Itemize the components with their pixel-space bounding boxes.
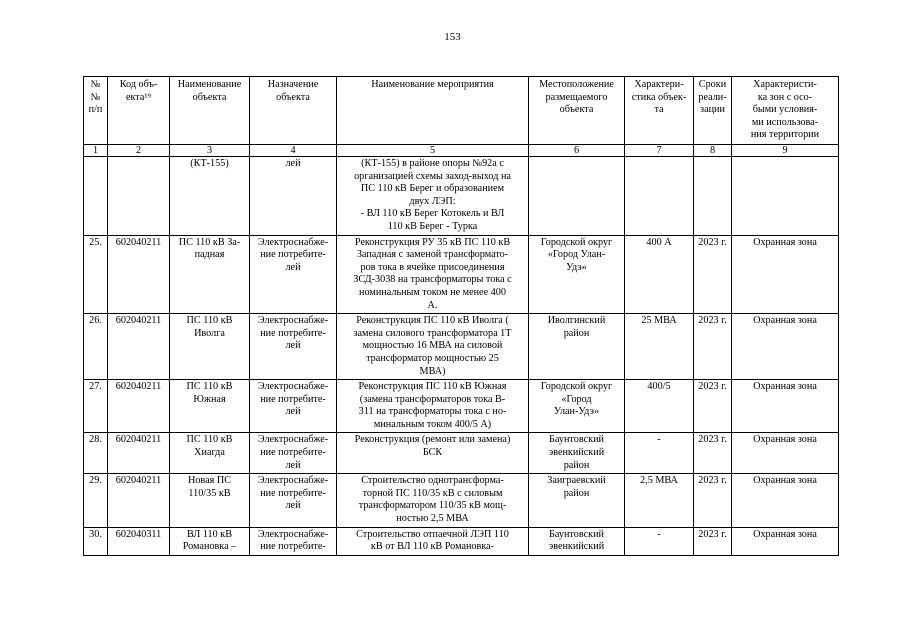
object-location: Баунтовский эвенкийский район [529,433,625,474]
header-cell-no: № № п/п [84,77,108,145]
zone-characteristic: Охранная зона [732,314,839,380]
header-cell-zone: Характеристи- ка зон с осо- быми условия- ми использова- ния территории [732,77,839,145]
column-number: 5 [337,145,529,157]
object-code: 602040211 [108,235,170,314]
column-number: 2 [108,145,170,157]
object-name: ВЛ 110 кВ Романовка – [170,527,250,555]
implementation-term: 2023 г. [694,314,732,380]
object-name: ПС 110 кВ Южная [170,380,250,433]
header-row [84,77,839,145]
column-number: 9 [732,145,839,157]
header-cell-term: Сроки реали- зации [694,77,732,145]
column-number: 6 [529,145,625,157]
object-purpose: Электроснабже- ние потребите- [250,527,337,555]
measure-name: Реконструкция РУ 35 кВ ПС 110 кВ Западная с заменой трансформато- ров тока в ячейке присоединения ЗСД-3038 на трансформаторы тока с номинальным током не менее 400 А. [337,235,529,314]
column-number: 7 [625,145,694,157]
object-code: 602040211 [108,433,170,474]
implementation-term: 2023 г. [694,380,732,433]
zone-characteristic: Охранная зона [732,433,839,474]
header-cell-code: Код объ- екта¹⁹ [108,77,170,145]
table-row [84,433,839,474]
implementation-term: 2023 г. [694,527,732,555]
implementation-term: 2023 г. [694,474,732,527]
row-number: 26. [84,314,108,380]
implementation-term: 2023 г. [694,235,732,314]
object-name: ПС 110 кВ Иволга [170,314,250,380]
object-characteristic: - [625,433,694,474]
measure-name: Строительство однотрансформа- торной ПС 110/35 кВ с силовым трансформатором 110/35 кВ мощ- ностью 2,5 МВА [337,474,529,527]
implementation-term: 2023 г. [694,433,732,474]
object-name: Новая ПС 110/35 кВ [170,474,250,527]
object-code: 602040311 [108,527,170,555]
object-code: 602040211 [108,314,170,380]
object-purpose: лей [250,157,337,236]
object-characteristic: - [625,527,694,555]
object-characteristic [625,157,694,236]
header-cell-name: Наименование объекта [170,77,250,145]
object-name: (КТ-155) [170,157,250,236]
object-name: ПС 110 кВ За- падная [170,235,250,314]
object-location [529,157,625,236]
row-number: 30. [84,527,108,555]
zone-characteristic: Охранная зона [732,235,839,314]
object-purpose: Электроснабже- ние потребите- лей [250,314,337,380]
object-purpose: Электроснабже- ние потребите- лей [250,433,337,474]
object-characteristic: 400 А [625,235,694,314]
measure-name: Реконструкция ПС 110 кВ Южная (замена трансформаторов тока В- 311 на трансформаторы тока с но- минальным током 400/5 А) [337,380,529,433]
column-number: 4 [250,145,337,157]
table-row [84,157,839,236]
header-cell-purpose: Назначение объекта [250,77,337,145]
data-table [83,76,839,556]
table-row [84,314,839,380]
column-number: 8 [694,145,732,157]
zone-characteristic: Охранная зона [732,474,839,527]
object-characteristic: 25 МВА [625,314,694,380]
object-location: Заиграевский район [529,474,625,527]
table-row [84,380,839,433]
row-number: 28. [84,433,108,474]
object-code: 602040211 [108,380,170,433]
row-number: 27. [84,380,108,433]
zone-characteristic [732,157,839,236]
measure-name: Реконструкция (ремонт или замена) БСК [337,433,529,474]
header-cell-measure: Наименование мероприятия [337,77,529,145]
table-row [84,527,839,555]
object-location: Городской округ «Город Улан-Удэ» [529,380,625,433]
object-code [108,157,170,236]
column-number: 3 [170,145,250,157]
object-purpose: Электроснабже- ние потребите- лей [250,380,337,433]
zone-characteristic: Охранная зона [732,527,839,555]
row-number: 25. [84,235,108,314]
column-number-row [84,145,839,157]
table-row [84,235,839,314]
object-characteristic: 400/5 [625,380,694,433]
measure-name: (КТ-155) в районе опоры №92а с организацией схемы заход-выход на ПС 110 кВ Берег и образованием двух ЛЭП: - ВЛ 110 кВ Берег Котокель и ВЛ 110 кВ Берег - Турка [337,157,529,236]
measure-name: Строительство отпаечной ЛЭП 110 кВ от ВЛ 110 кВ Романовка- [337,527,529,555]
zone-characteristic: Охранная зона [732,380,839,433]
object-code: 602040211 [108,474,170,527]
column-number: 1 [84,145,108,157]
table-row [84,474,839,527]
row-number [84,157,108,236]
object-location: Иволгинский район [529,314,625,380]
object-location: Городской округ «Город Улан- Удэ» [529,235,625,314]
object-characteristic: 2,5 МВА [625,474,694,527]
object-purpose: Электроснабже- ние потребите- лей [250,474,337,527]
row-number: 29. [84,474,108,527]
object-location: Баунтовский эвенкийский [529,527,625,555]
object-purpose: Электроснабже- ние потребите- лей [250,235,337,314]
object-name: ПС 110 кВ Хиагда [170,433,250,474]
implementation-term [694,157,732,236]
measure-name: Реконструкция ПС 110 кВ Иволга ( замена силового трансформатора 1Т мощностью 16 МВА на силовой трансформатор мощностью 25 МВА) [337,314,529,380]
header-cell-characteristic: Характери- стика объек- та [625,77,694,145]
page-number: 153 [444,31,461,43]
header-cell-location: Местоположение размещаемого объекта [529,77,625,145]
